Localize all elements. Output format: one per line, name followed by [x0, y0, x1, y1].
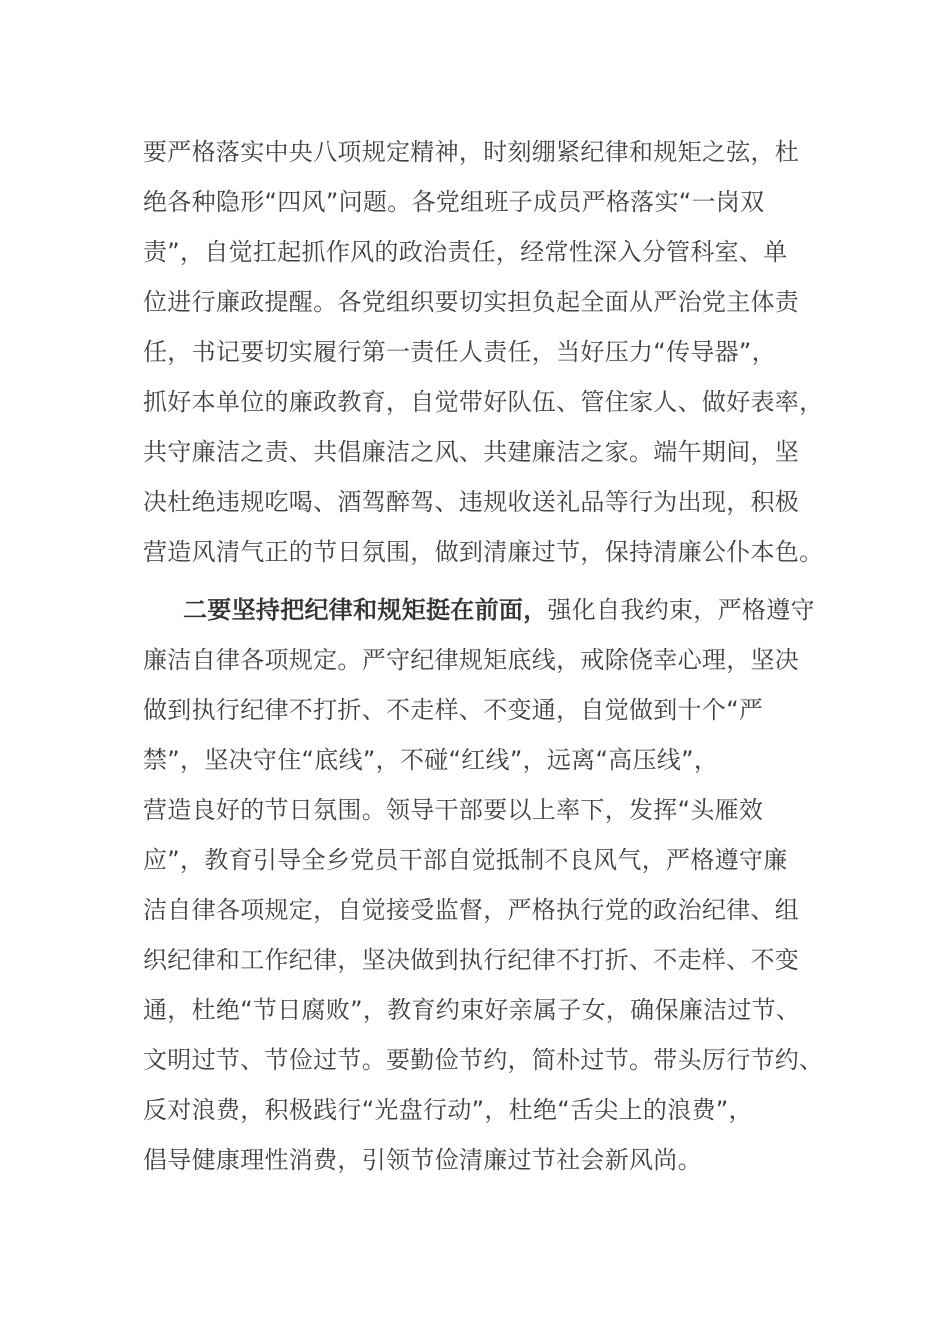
- text-line: 要严格落实中央八项规定精神，时刻绷紧纪律和规矩之弦，杜: [143, 138, 800, 166]
- paragraph-spacer: [143, 577, 823, 585]
- text-line: [143, 585, 823, 635]
- text-line: 绝各种隐形“四风”问题。各党组班子成员严格落实“一岗双: [143, 188, 765, 216]
- text-line: 洁自律各项规定，自觉接受监督，严格执行党的政治纪律、组: [143, 896, 800, 924]
- text-line: 廉洁自律各项规定。严守纪律规矩底线，戒除侥幸心理，坚决: [143, 646, 800, 674]
- text-line: 决杜绝违规吃喝、酒驾醉驾、违规收送礼品等行为出现，积极: [143, 488, 800, 516]
- text-line: 位进行廉政提醒。各党组织要切实担负起全面从严治党主体责: [143, 288, 800, 316]
- text-line: 营造风清气正的节日氛围，做到清廉过节，保持清廉公仆本色。: [143, 538, 824, 566]
- text-line: 做到执行纪律不打折、不走样、不变通，自觉做到十个“严: [143, 696, 764, 724]
- paragraph-2: [143, 585, 823, 1185]
- text-line: 抓好本单位的廉政教育，自觉带好队伍、管住家人、做好表率，: [143, 388, 824, 416]
- text-line: 禁”，坚决守住“底线”，不碰“红线”，远离“高压线”，: [143, 746, 719, 774]
- text-line: 织纪律和工作纪律，坚决做到执行纪律不打折、不走样、不变: [143, 946, 800, 974]
- text-line: 任，书记要切实履行第一责任人责任，当好压力“传导器”，: [143, 338, 776, 366]
- text-line: 共守廉洁之责、共倡廉洁之风、共建廉洁之家。端午期间，坚: [143, 438, 800, 466]
- text-line: 应”，教育引导全乡党员干部自觉抵制不良风气，严格遵守廉: [143, 846, 788, 874]
- paragraph-heading: 二要坚持把纪律和规矩挺在前面，: [183, 596, 548, 624]
- heading-continuation: 强化自我约束，严格遵守: [547, 596, 815, 624]
- text-line: 反对浪费，积极践行“光盘行动”，杜绝“舌尖上的浪费”，: [143, 1096, 753, 1124]
- text-line: 文明过节、节俭过节。要勤俭节约，简朴过节。带头厉行节约、: [143, 1046, 824, 1074]
- text-line: 责”，自觉扛起抓作风的政治责任，经常性深入分管科室、单: [143, 238, 788, 266]
- text-line: 倡导健康理性消费，引领节俭清廉过节社会新风尚。: [143, 1146, 702, 1174]
- text-line: 通，杜绝“节日腐败”，教育约束好亲属子女，确保廉洁过节、: [143, 996, 801, 1024]
- document-page: [143, 127, 823, 1185]
- text-line: 营造良好的节日氛围。领导干部要以上率下，发挥“头雁效: [143, 796, 764, 824]
- paragraph-1: [143, 127, 823, 577]
